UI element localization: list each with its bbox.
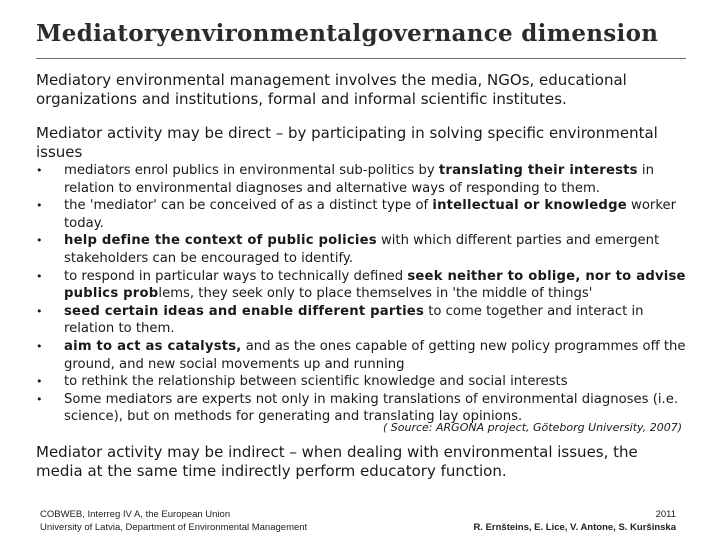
bullet-item <box>36 162 686 197</box>
bullet-item <box>36 338 686 373</box>
bullet-emphasis: intellectual or knowledge <box>432 198 627 214</box>
slide-title: Mediatoryenvironmentalgovernance dimension <box>36 20 659 47</box>
bullet-text: lems, they seek only to place themselves in 'the middle of things' <box>158 286 593 302</box>
bullet-item <box>36 303 686 338</box>
title-divider <box>36 58 686 59</box>
bullet-text: in relation to environmental diagnoses and alternative ways of responding to them. <box>64 163 654 196</box>
bullet-emphasis: seek neither to oblige, nor to advise publics prob <box>64 268 686 302</box>
bullet-item <box>36 268 686 303</box>
bullet-text: the 'mediator' can be conceived of as a distinct type of <box>64 198 433 214</box>
bullet-text: with which different parties and emergent stakeholders can be encouraged to identify. <box>64 233 660 266</box>
bullet-text: to come together and interact in relation to them. <box>64 303 644 337</box>
footer-affiliation <box>40 508 307 534</box>
bullet-emphasis: seed certain ideas and enable different parties <box>64 303 424 319</box>
bullet-item <box>36 373 686 391</box>
footer-year: 2011 <box>655 509 676 520</box>
intro-paragraph: Mediatory environmental management involves the media, NGOs, educational organizations and institutions, formal and informal scientific institutes. <box>36 71 627 108</box>
bullet-text: to respond in particular ways to technically defined <box>64 268 408 284</box>
footer-authors: R. Ernšteins, E. Lice, V. Antone, S. Kuršinska <box>473 522 676 533</box>
bullet-emphasis: help define the context of public policies <box>64 233 377 249</box>
bullet-emphasis: translating their interests <box>438 163 638 178</box>
bullet-emphasis: aim to act as catalysts, <box>64 338 242 354</box>
bullet-item <box>36 232 686 267</box>
footer-credits <box>473 508 676 534</box>
bullet-text: mediators enrol publics in environmental sub-politics by <box>64 163 439 178</box>
bullet-text: Some mediators are experts not only in making translations of environmental diagnoses (i.e. science), but on methods for generating and translating lay opinions. <box>64 391 679 425</box>
bullet-item <box>36 197 686 232</box>
mediator-bullet-list <box>36 162 686 426</box>
bullet-text: to rethink the relationship between scientific knowledge and social interests <box>64 374 568 390</box>
source-citation: ( Source: ARGONA project, Göteborg University, 2007) <box>383 421 682 434</box>
bullet-text: and as the ones capable of getting new policy programmes off the ground, and new social movements up and running <box>64 338 686 372</box>
footer-project: COBWEB, Interreg IV A, the European Union <box>40 509 231 520</box>
bullet-text: worker today. <box>64 198 677 231</box>
indirect-activity-paragraph: Mediator activity may be indirect – when dealing with environmental issues, the media at the same time indirectly perform educatory function. <box>36 443 638 480</box>
footer-university: University of Latvia, Department of Environmental Management <box>40 522 308 533</box>
direct-activity-paragraph: Mediator activity may be direct – by participating in solving specific environmental issues <box>36 124 658 161</box>
